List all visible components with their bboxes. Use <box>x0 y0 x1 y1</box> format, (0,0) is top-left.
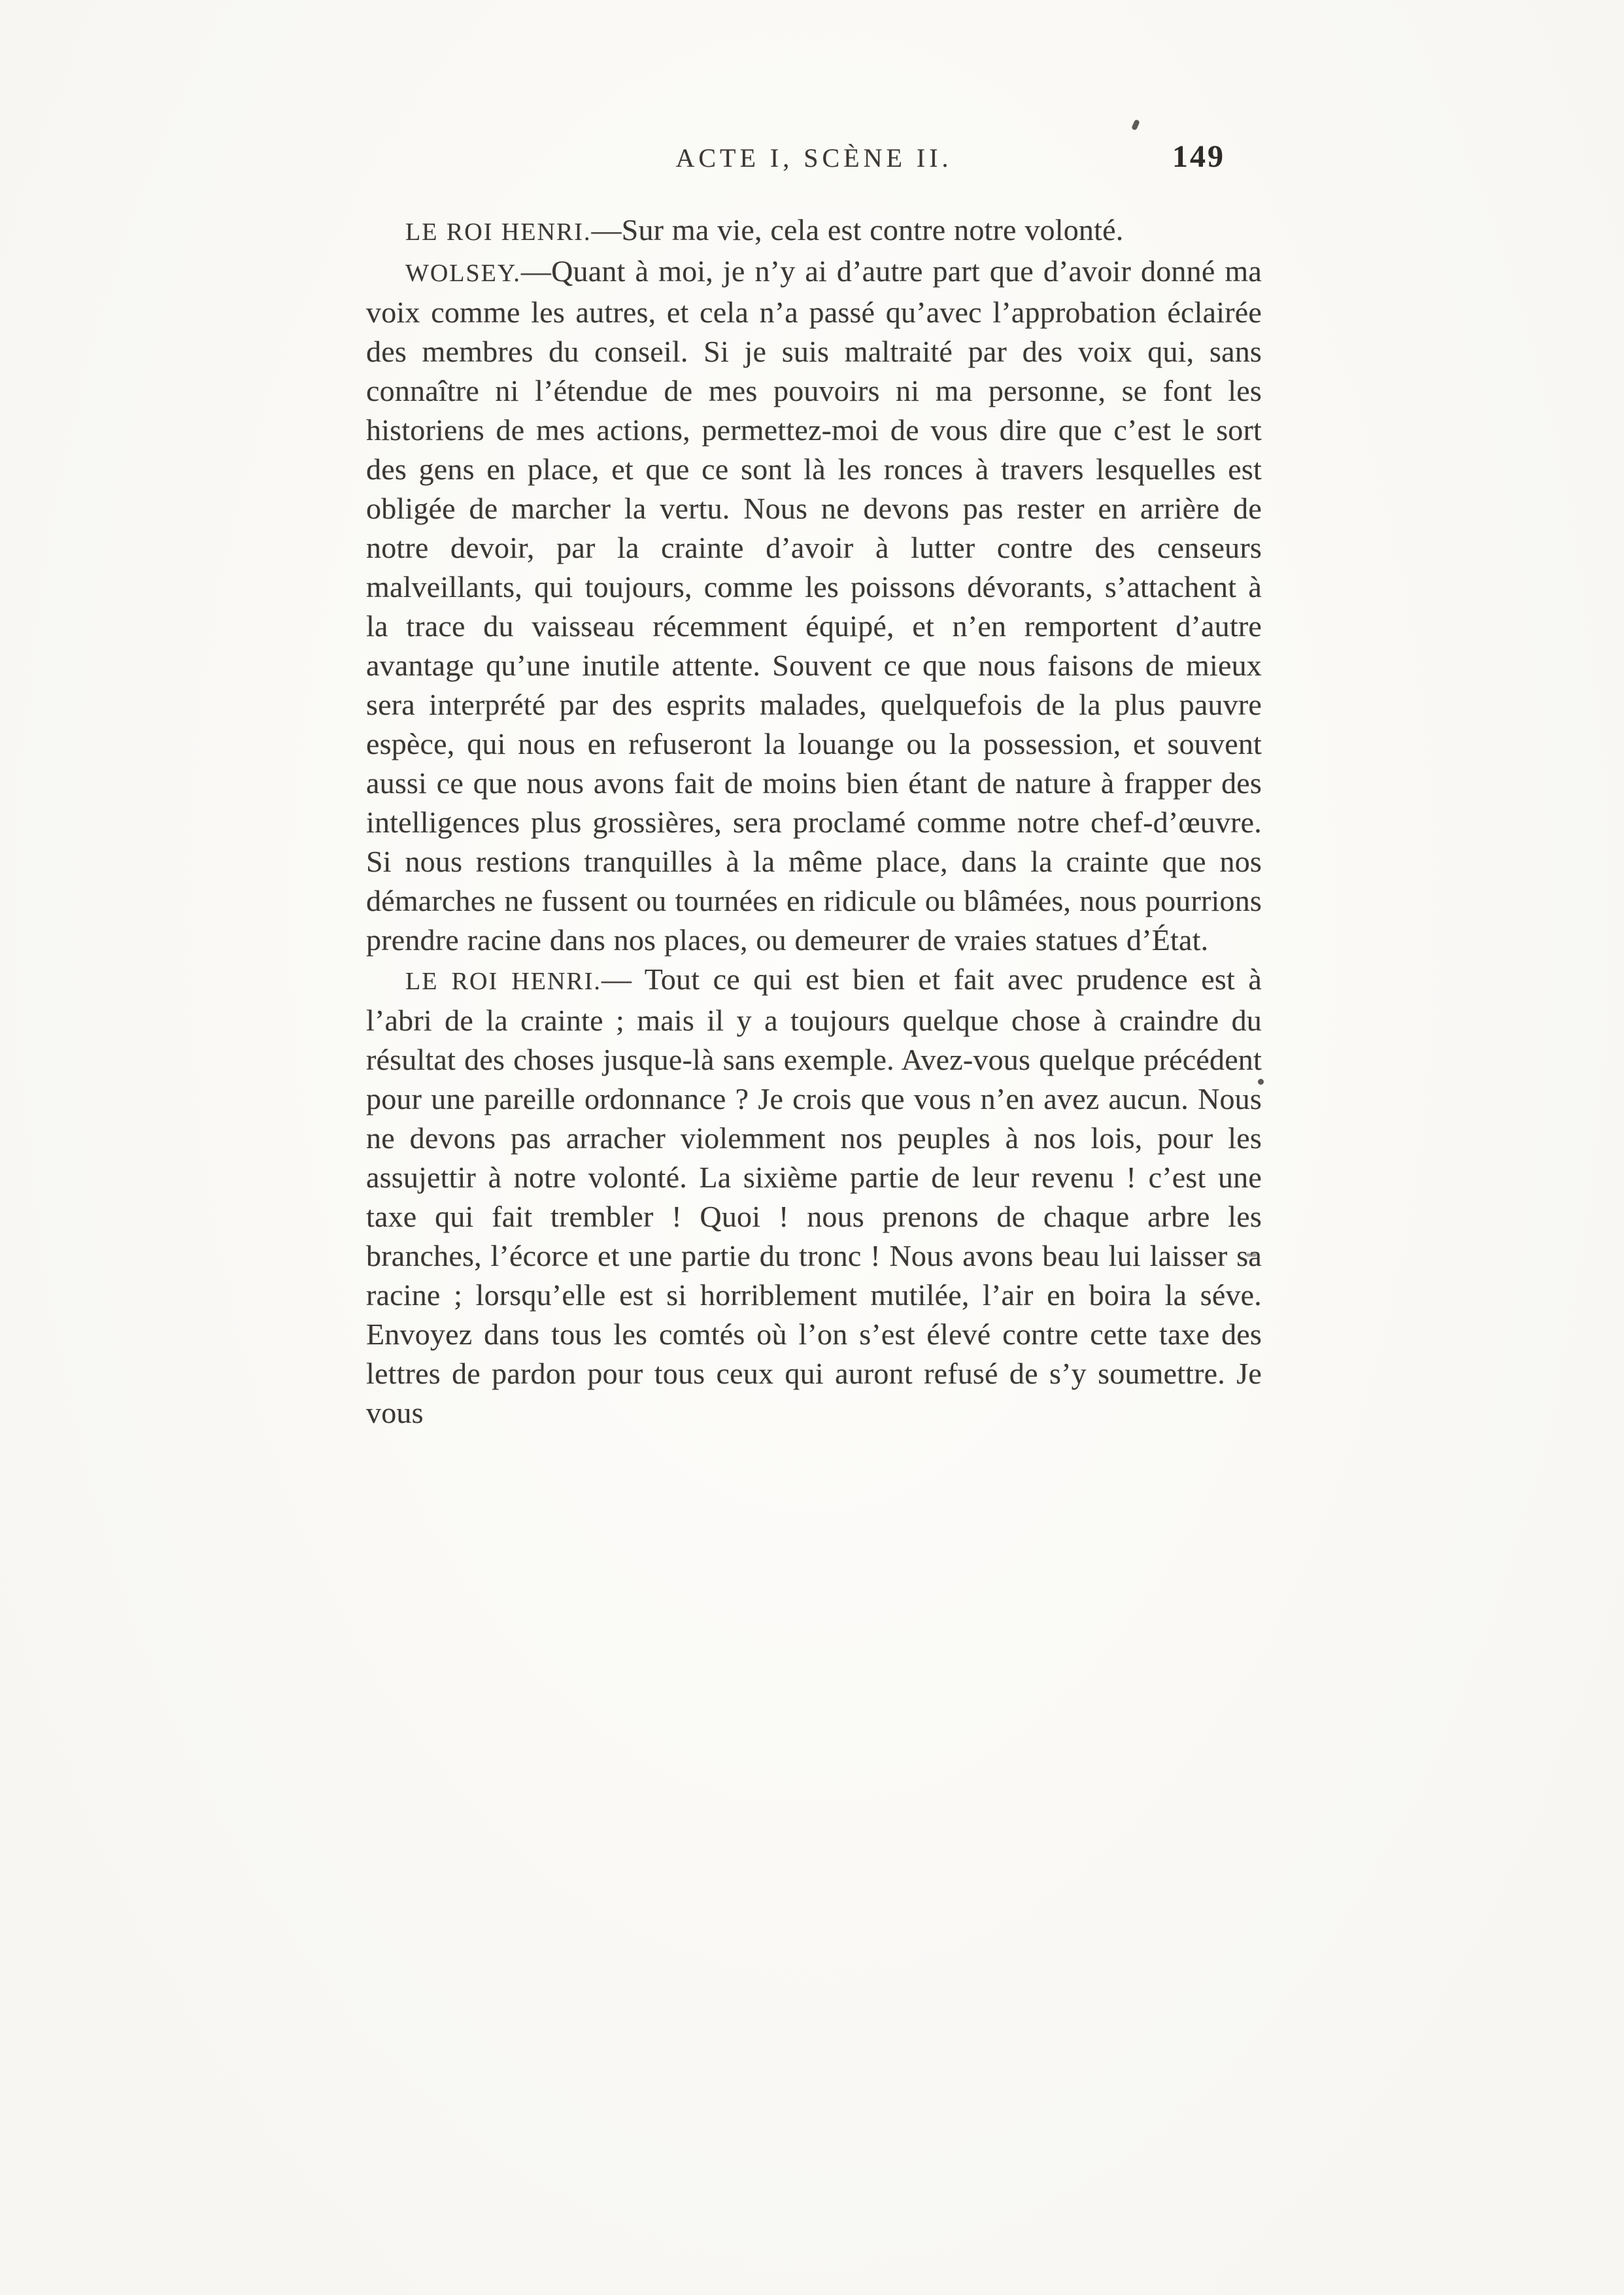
page-number: 149 <box>1172 139 1225 174</box>
text-column <box>366 139 1262 1433</box>
speaker-name: LE ROI HENRI. <box>405 968 601 995</box>
dialogue-paragraph <box>366 252 1262 960</box>
running-title: ACTE I, SCÈNE II. <box>675 143 953 173</box>
text-block <box>366 211 1262 1433</box>
dialogue-paragraph <box>366 211 1262 252</box>
speaker-name: LE ROI HENRI. <box>405 218 592 246</box>
dialogue-paragraph <box>366 960 1262 1433</box>
dialogue-text: —Sur ma vie, cela est contre notre volonté. <box>591 213 1124 246</box>
dialogue-text: — Tout ce qui est bien et fait avec prudence est à l’abri de la crainte ; mais il y a toujours quelque chose à craindre du résultat des choses jusque-là sans exemple. Avez-vous quelque précédent pour une pareille ordonnance ? Je crois que vous n’en avez aucun. Nous ne devons pas arracher violemment nos peuples à nos lois, pour les assujettir à notre volonté. La sixième partie de leur revenu ! c’est une taxe qui fait trembler ! Quoi ! nous prenons de chaque arbre les branches, l’écorce et une partie du tronc ! Nous avons beau lui laisser sa racine ; lorsqu’elle est si horriblement mutilée, l’air en boira la séve. Envoyez dans tous les comtés où l’on s’est élevé contre cette taxe des lettres de pardon pour tous ceux qui auront refusé de s’y soumettre. Je vous <box>366 962 1262 1429</box>
page-header <box>366 139 1262 191</box>
dialogue-text: —Quant à moi, je n’y ai d’autre part que d’avoir donné ma voix comme les autres, et cela n’a passé qu’avec l’approbation éclairée des membres du conseil. Si je suis maltraité par des voix qui, sans connaître ni l’étendue de mes pouvoirs ni ma personne, se font les historiens de mes actions, permettez-moi de vous dire que c’est le sort des gens en place, et que ce sont là les ronces à travers lesquelles est obligée de marcher la vertu. Nous ne devons pas rester en arrière de notre devoir, par la crainte d’avoir à lutter contre des censeurs malveillants, qui toujours, comme les poissons dévorants, s’attachent à la trace du vaisseau récemment équipé, et n’en remportent d’autre avantage qu’une inutile attente. Souvent ce que nous faisons de mieux sera interprété par des esprits malades, quelquefois de la plus pauvre espèce, qui nous en refuseront la louange ou la possession, et souvent aussi ce que nous avons fait de moins bien étant de nature à frapper des intelligences plus grossières, sera proclamé comme notre chef-d’œuvre. Si nous restions tranquilles à la même place, dans la crainte que nos démarches ne fussent ou tournées en ridicule ou blâmées, nous pourrions prendre racine dans nos places, ou demeurer de vraies statues d’État. <box>366 254 1262 957</box>
scan-artifact-speck <box>1131 119 1140 131</box>
speaker-name: WOLSEY. <box>405 260 521 287</box>
